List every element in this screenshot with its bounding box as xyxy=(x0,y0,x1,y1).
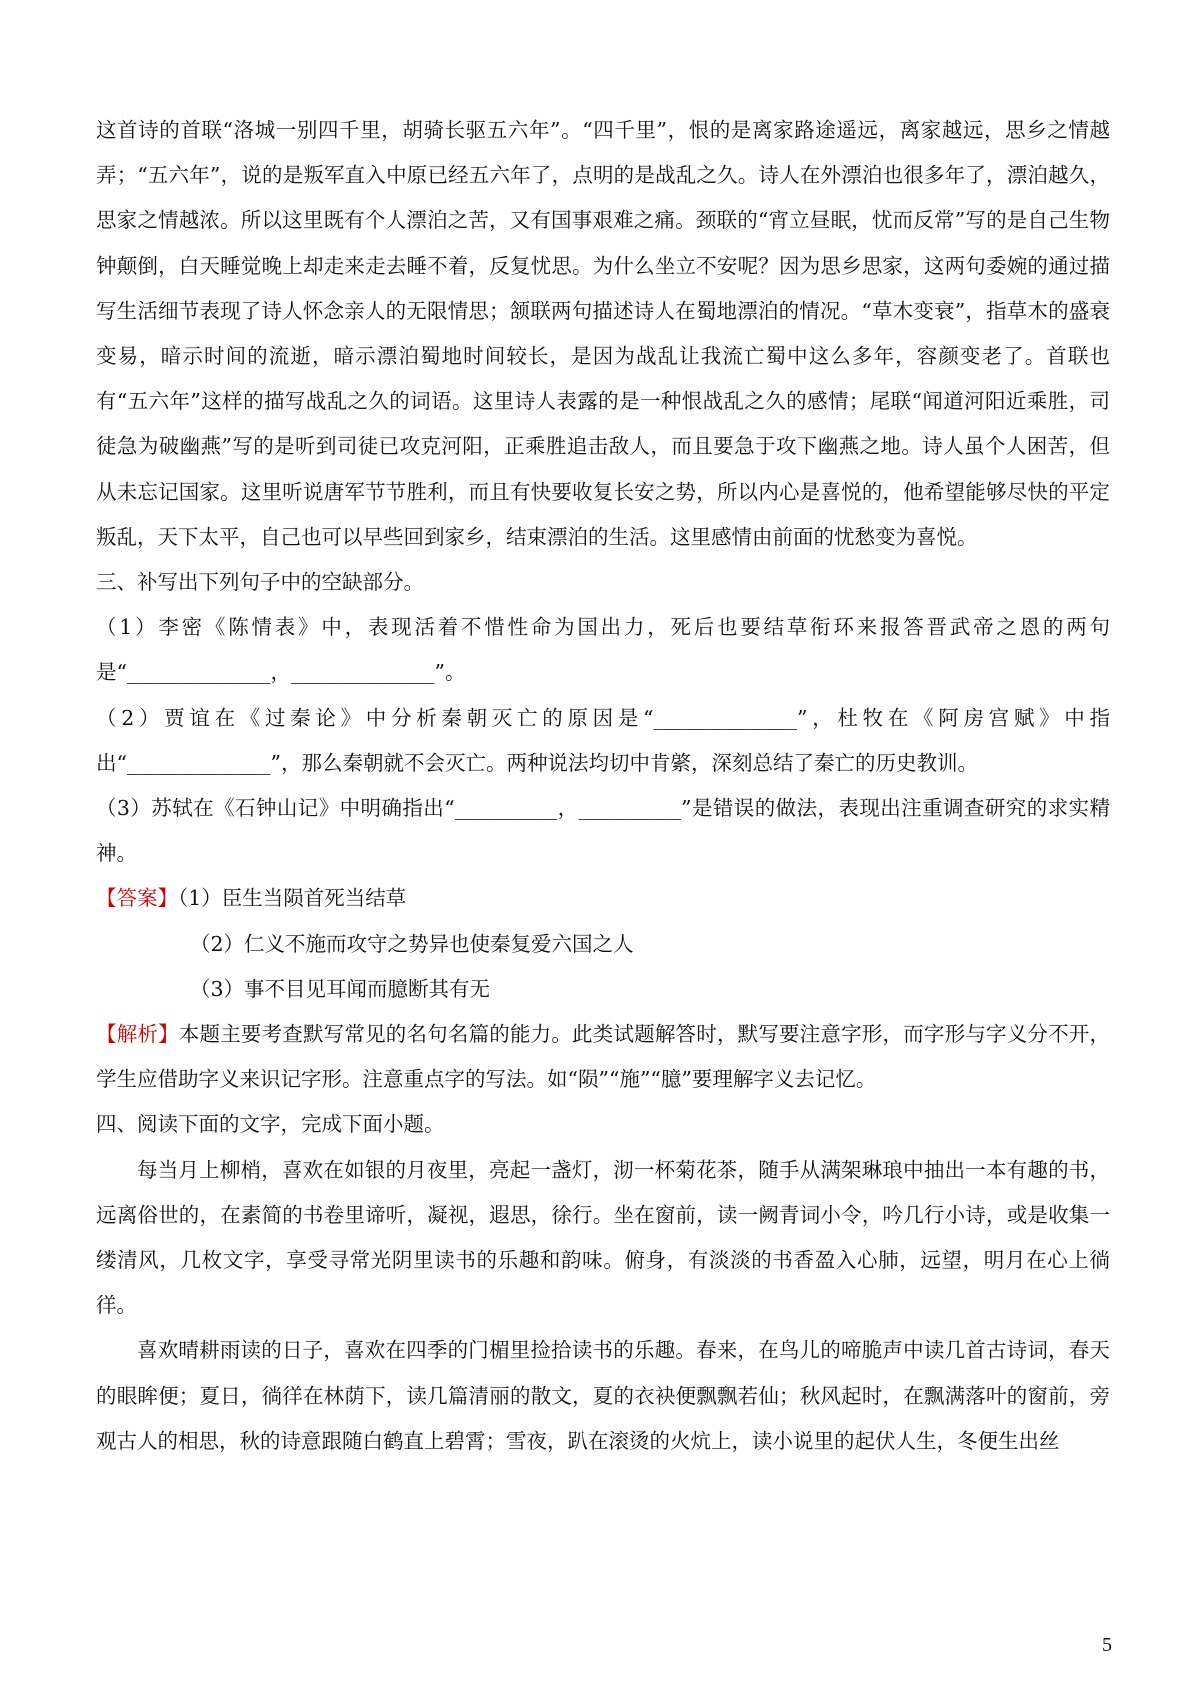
question-2: （2）贾谊在《过秦论》中分析秦朝灭亡的原因是“______________”，杜牧在《阿房宫赋》中指出“______________”，那么秦朝就不会灭亡。两种说法均切中肯綮，深刻总结了秦亡的历史教训。 xyxy=(96,705,1110,775)
answer-2: （2）仁义不施而攻守之势异也使秦复爱六国之人 xyxy=(190,931,634,956)
analysis-paragraph: 这首诗的首联“洛城一别四千里，胡骑长驱五六年”。“四千里”，恨的是离家路途遥远，离家越远，思乡之情越弄；“五六年”，说的是叛军直入中原已经五六年了，点明的是战乱之久。诗人在外漂泊也很多年了，漂泊越久，思家之情越浓。所以这里既有个人漂泊之苦，又有国事艰难之痛。颈联的“宵立昼眠，忧而反常”写的是自己生物钟颠倒，白天睡觉晚上却走来走去睡不着，反复忧思。为什么坐立不安呢？因为思乡思家，这两句委婉的通过描写生活细节表现了诗人怀念亲人的无限情思；颔联两句描述诗人在蜀地漂泊的情况。“草木变衰”，指草木的盛衰变易，暗示时间的流逝，暗示漂泊蜀地时间较长，是因为战乱让我流亡蜀中这么多年，容颜变老了。首联也有“五六年”这样的描写战乱之久的词语。这里诗人表露的是一种恨战乱之久的感情；尾联“闻道河阳近乘胜，司徒急为破幽燕”写的是听到司徒已攻克河阳，正乘胜追击敌人，而且要急于攻下幽燕之地。诗人虽个人困苦，但从未忘记国家。这里听说唐军节节胜利，而且有快要收复长安之势，所以内心是喜悦的，他希望能够尽快的平定叛乱，天下太平，自己也可以早些回到家乡，结束漂泊的生活。这里感情由前面的忧愁变为喜悦。 xyxy=(96,118,1110,549)
explanation-label: 【解析】 xyxy=(96,1022,179,1047)
section-4-heading: 四、阅读下面的文字，完成下面小题。 xyxy=(96,1112,445,1137)
question-1: （1）李密《陈情表》中，表现活着不惜性命为国出力，死后也要结草衔环来报答晋武帝之恩的两句是“______________，______________”。 xyxy=(96,615,1110,685)
explanation-text: 本题主要考查默写常见的名句名篇的能力。此类试题解答时，默写要注意字形，而字形与字义分不开，学生应借助字义来识记字形。注意重点字的写法。如“陨”“施”“臆”要理解字义去记忆。 xyxy=(96,1022,1111,1092)
reading-paragraph-1: 每当月上柳梢，喜欢在如银的月夜里，亮起一盏灯，沏一杯菊花茶，随手从满架琳琅中抽出一本有趣的书，远离俗世的，在素简的书卷里谛听，凝视，遐思，徐行。坐在窗前，读一阙青词小令，吟几行小诗，或是收集一缕清风，几枚文字，享受寻常光阴里读书的乐趣和韵味。俯身，有淡淡的书香盈入心肺，远望，明月在心上徜徉。 xyxy=(96,1157,1110,1318)
reading-paragraph-2: 喜欢晴耕雨读的日子，喜欢在四季的门楣里捡拾读书的乐趣。春来，在鸟儿的啼脆声中读几首古诗词，春天的眼眸便；夏日，徜徉在林荫下，读几篇清丽的散文，夏的衣袂便飘飘若仙；秋风起时，在飘满落叶的窗前，旁观古人的相思，秋的诗意跟随白鹤直上碧霄；雪夜，趴在滚烫的火炕上，读小说里的起伏人生，冬便生出丝 xyxy=(96,1338,1110,1453)
document-body xyxy=(96,108,1110,1464)
answer-1: （1）臣生当陨首死当结草 xyxy=(178,886,407,911)
page-number: 5 xyxy=(1102,1634,1112,1656)
section-3-heading: 三、补写出下列句子中的空缺部分。 xyxy=(96,570,424,595)
explanation-block xyxy=(96,1012,1110,1102)
answer-3: （3）事不目见耳闻而臆断其有无 xyxy=(190,976,491,1001)
question-3: （3）苏轼在《石钟山记》中明确指出“__________，__________”是错误的做法，表现出注重调查研究的求实精神。 xyxy=(96,796,1110,866)
answer-block xyxy=(96,876,1110,921)
answer-label: 【答案】 xyxy=(96,886,178,911)
